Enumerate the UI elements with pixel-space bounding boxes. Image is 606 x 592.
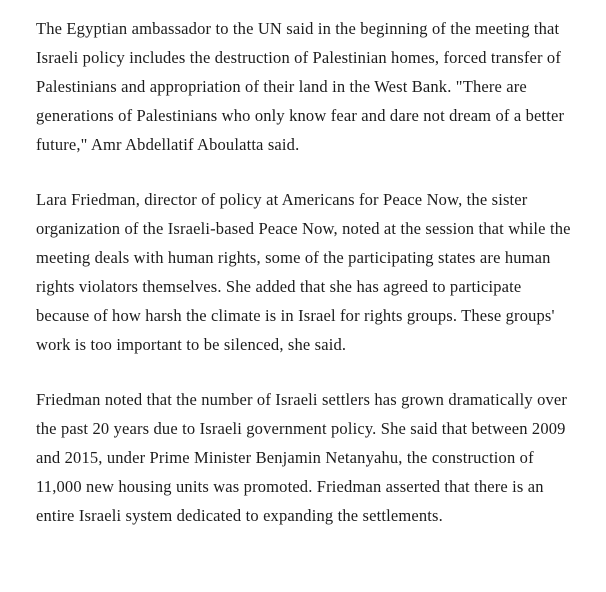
article-paragraph: The Egyptian ambassador to the UN said in the beginning of the meeting that Israeli policy includes the destruction of Palestinian homes, forced transfer of Palestinians and appropriation of their land in the West Bank. "There are generations of Palestinians who only know fear and dare not dream of a better future," Amr Abdellatif Aboulatta said. xyxy=(36,19,565,154)
article-paragraph: Lara Friedman, director of policy at Americans for Peace Now, the sister organization of the Israeli-based Peace Now, noted at the session that while the meeting deals with human rights, some of the participating states are human rights violators themselves. She added that she has agreed to participate because of how harsh the climate is in Israel for rights groups. These groups' work is too important to be silenced, she said. xyxy=(36,190,571,354)
article-paragraph: Friedman noted that the number of Israeli settlers has grown dramatically over the past 20 years due to Israeli government policy. She said that between 2009 and 2015, under Prime Minister Benjamin Netanyahu, the construction of 11,000 new housing units was promoted. Friedman asserted that there is an entire Israeli system dedicated to expanding the settlements. xyxy=(36,390,568,525)
